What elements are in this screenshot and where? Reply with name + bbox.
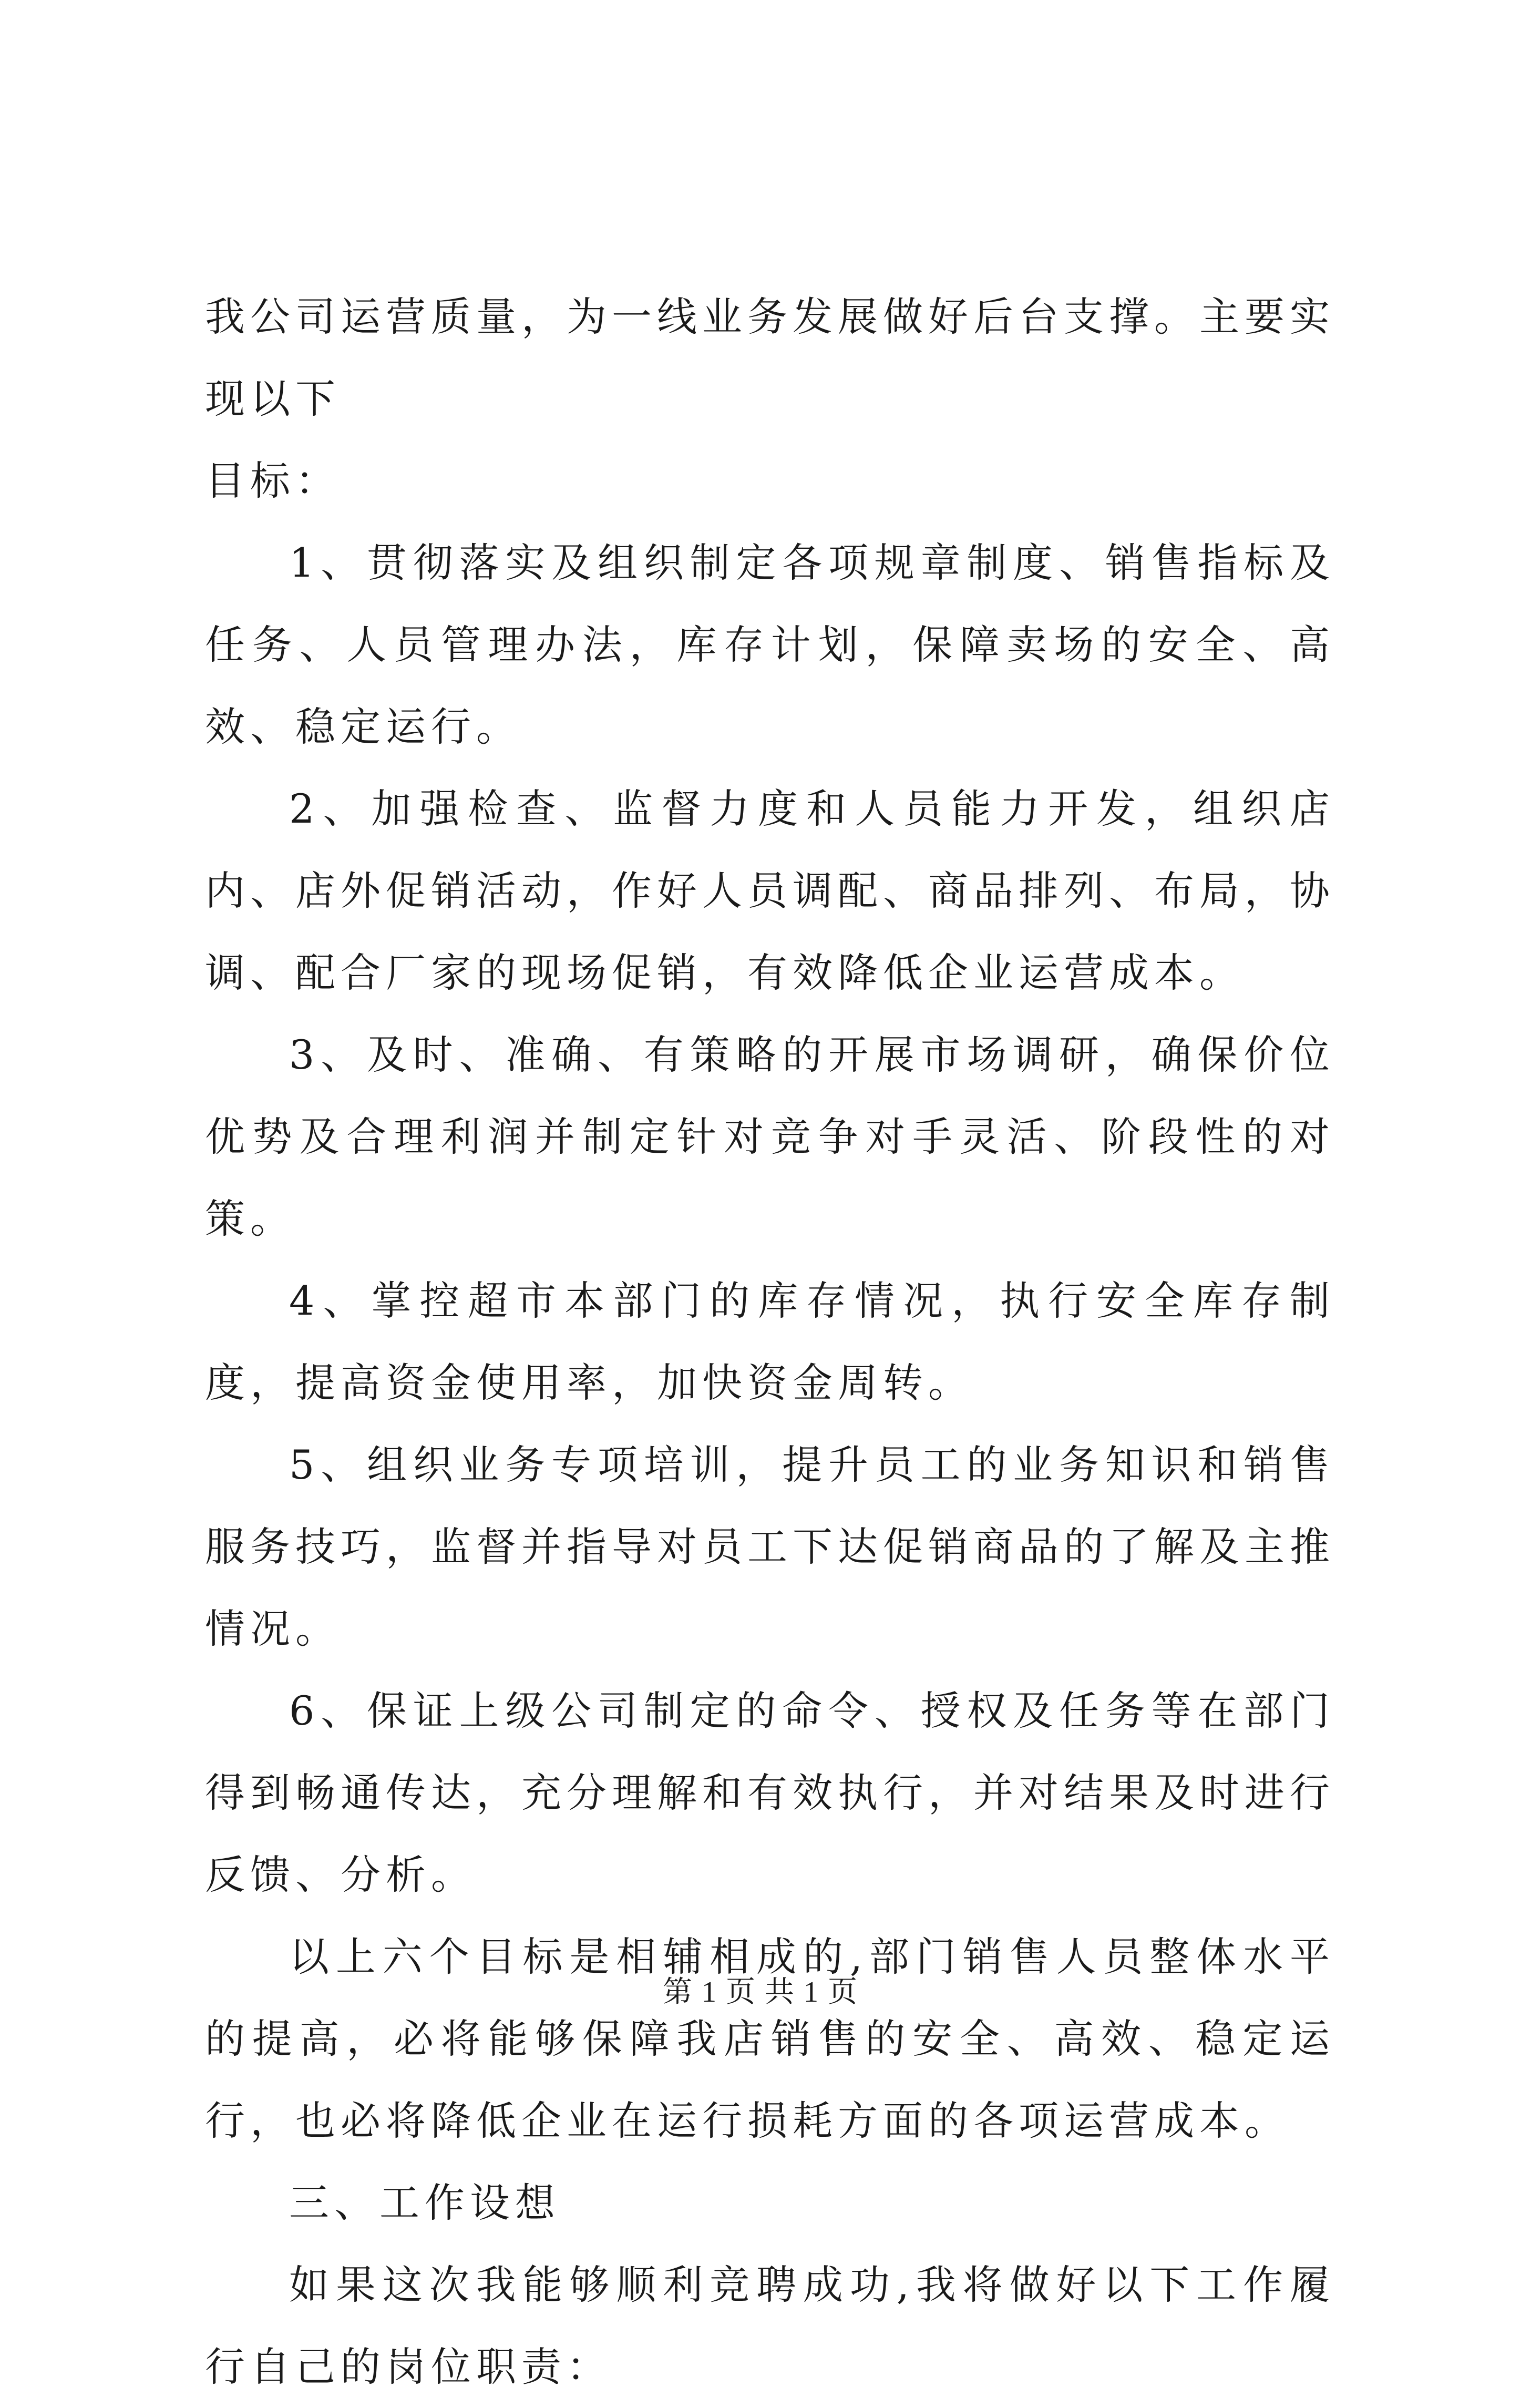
goal-item-1	[205, 522, 1335, 768]
goal-item-3	[205, 1014, 1335, 1260]
goal-item-6-line-1: 6、保证上级公司制定的命令、授权及任务等在部门得到畅	[205, 1687, 1335, 1816]
closing-line-2: 的岗位职责：	[341, 2343, 612, 2390]
section-heading: 三、工作设想	[289, 2179, 560, 2226]
intro-line-1: 我公司运营质量，为一线业务发展做好后台支撑。主要实现以下	[205, 293, 1335, 422]
goal-item-6	[205, 1670, 1335, 1916]
intro-line-2: 目标：	[205, 457, 341, 504]
goal-item-6-line-2: 通传达，充分理解和有效执行，并对结果及时进行反馈、分析。	[205, 1769, 1335, 1898]
goal-item-4	[205, 1260, 1335, 1424]
intro-paragraph	[205, 276, 1335, 522]
summary-paragraph	[205, 1916, 1335, 2162]
document-body	[205, 276, 1335, 2408]
summary-line-3: 业在运行损耗方面的各项运营成本。	[567, 2097, 1290, 2144]
goal-item-4-line-2: 资金使用率，加快资金周转。	[386, 1359, 973, 1406]
goal-item-5-line-1: 5、组织业务专项培训，提升员工的业务知识和销售服务技	[205, 1441, 1335, 1570]
goal-item-1-line-1: 1、贯彻落实及组织制定各项规章制度、销售指标及任务、	[205, 539, 1335, 668]
summary-line-1: 以上六个目标是相辅相成的,部门销售人员整体水平的提高，	[205, 1933, 1335, 2062]
closing-paragraph	[205, 2244, 1335, 2408]
goal-item-5	[205, 1424, 1335, 1670]
page-footer: 第 1 页 共 1 页	[663, 1976, 858, 2009]
goal-item-4-line-1: 4、掌控超市本部门的库存情况，执行安全库存制度，提高	[205, 1277, 1335, 1406]
closing-line-1: 如果这次我能够顺利竞聘成功,我将做好以下工作履行自己	[205, 2261, 1335, 2390]
goal-item-2-line-2: 促销活动，作好人员调配、商品排列、布局，协调、配合厂家的	[205, 867, 1335, 996]
goal-item-1-line-2: 人员管理办法，库存计划，保障卖场的安全、高效、稳定运行。	[205, 621, 1335, 750]
summary-line-2: 必将能够保障我店销售的安全、高效、稳定运行，也必将降低企	[205, 2015, 1335, 2144]
goal-item-3-line-2: 合理利润并制定针对竞争对手灵活、阶段性的对策。	[205, 1113, 1335, 1242]
goal-item-3-line-1: 3、及时、准确、有策略的开展市场调研，确保价位优势及	[205, 1031, 1335, 1160]
goal-item-5-line-2: 巧，监督并指导对员工下达促销商品的了解及主推情况。	[205, 1523, 1335, 1652]
goal-item-2-line-3: 现场促销，有效降低企业运营成本。	[521, 949, 1245, 996]
goal-item-2	[205, 768, 1335, 1014]
goal-item-2-line-1: 2、加强检查、监督力度和人员能力开发，组织店内、店外	[205, 785, 1335, 914]
